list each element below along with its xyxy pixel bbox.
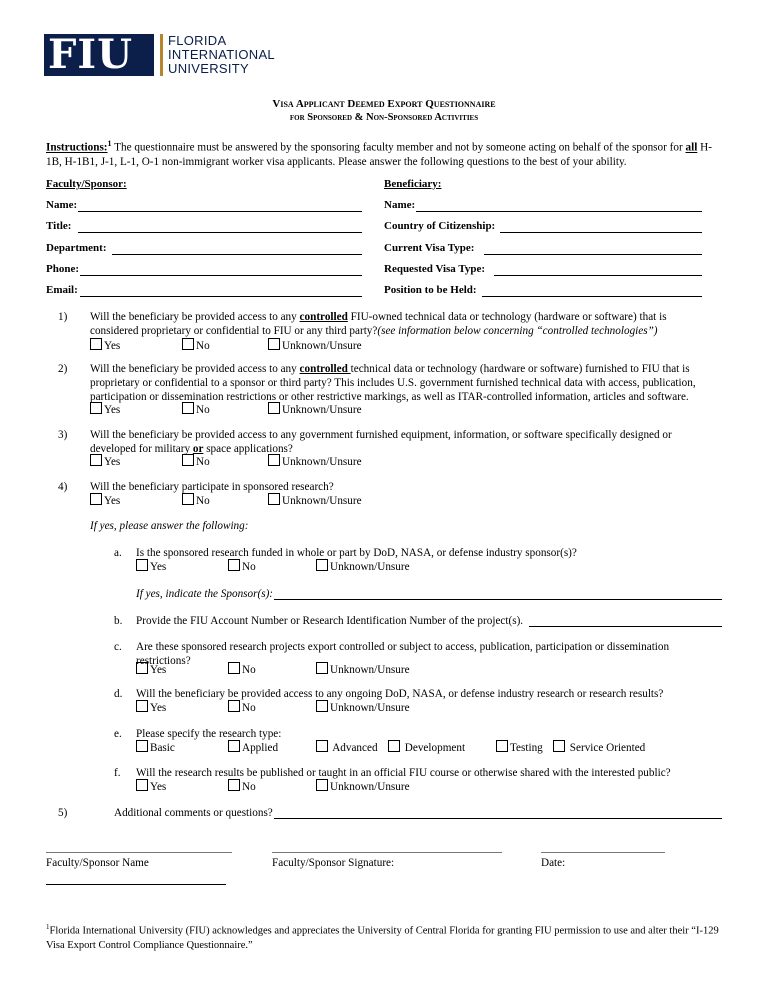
checkbox[interactable] xyxy=(136,559,148,571)
qa-unknown[interactable]: Unknown/Unsure xyxy=(316,559,410,574)
q5-comments-field[interactable]: Additional comments or questions? xyxy=(114,806,722,820)
qf-unknown[interactable]: Unknown/Unsure xyxy=(316,779,410,794)
checkbox[interactable] xyxy=(182,493,194,505)
qf-number: f. xyxy=(114,767,121,779)
checkbox[interactable] xyxy=(90,454,102,466)
sponsor-name-label: Faculty/Sponsor Name xyxy=(46,857,149,869)
checkbox[interactable] xyxy=(182,402,194,414)
checkbox[interactable] xyxy=(268,493,280,505)
qc-yes[interactable]: Yes xyxy=(136,662,166,677)
qf-text: Will the research results be published or taught in an official FIU course or otherwise shared with the interested public? xyxy=(136,767,671,779)
beneficiary-citizenship-field[interactable]: Country of Citizenship: xyxy=(384,220,702,232)
qb-number: b. xyxy=(114,615,123,627)
fiu-logo xyxy=(44,31,275,80)
q4-number: 4) xyxy=(58,481,68,493)
checkbox[interactable] xyxy=(228,740,240,752)
form-subtitle: for Sponsored & Non-Sponsored Activities xyxy=(289,112,479,123)
checkbox[interactable] xyxy=(182,454,194,466)
q4-yes[interactable]: Yes xyxy=(90,493,120,508)
checkbox[interactable] xyxy=(228,779,240,791)
qa-text: Is the sponsored research funded in whole or part by DoD, NASA, or defense industry sponsor(s)? xyxy=(136,547,577,559)
qd-number: d. xyxy=(114,688,123,700)
q2-unknown[interactable]: Unknown/Unsure xyxy=(268,402,362,417)
checkbox[interactable] xyxy=(496,740,508,752)
form-title: Visa Applicant Deemed Export Questionnaire xyxy=(272,98,496,110)
checkbox[interactable] xyxy=(268,338,280,350)
q3-text: Will the beneficiary be provided access to any government furnished equipment, information, or software specifically designed or developed for military or space applications? xyxy=(90,429,672,455)
q3-yes[interactable]: Yes xyxy=(90,454,120,469)
sponsor-name-field[interactable]: Name: xyxy=(46,199,362,211)
q1-no[interactable]: No xyxy=(182,338,210,353)
position-field[interactable]: Position to be Held: xyxy=(384,284,702,296)
sponsor-heading: Faculty/Sponsor: xyxy=(46,178,127,190)
fiu-logo-mark: FIU xyxy=(44,34,154,76)
qc-number: c. xyxy=(114,641,122,653)
qe-advanced[interactable]: Advanced xyxy=(316,740,378,755)
sponsor-department-field[interactable]: Department: xyxy=(46,242,362,254)
beneficiary-name-field[interactable]: Name: xyxy=(384,199,702,211)
q2-yes[interactable]: Yes xyxy=(90,402,120,417)
checkbox[interactable] xyxy=(388,740,400,752)
checkbox[interactable] xyxy=(268,454,280,466)
qa-no[interactable]: No xyxy=(228,559,256,574)
q5-number: 5) xyxy=(58,807,68,819)
q2-no[interactable]: No xyxy=(182,402,210,417)
q1-unknown[interactable]: Unknown/Unsure xyxy=(268,338,362,353)
checkbox[interactable] xyxy=(136,662,148,674)
qb-field[interactable]: Provide the FIU Account Number or Research Identification Number of the project(s). xyxy=(136,614,722,628)
checkbox[interactable] xyxy=(90,338,102,350)
qd-text: Will the beneficiary be provided access to any ongoing DoD, NASA, or defense industry research or research results? xyxy=(136,688,664,700)
q4-unknown[interactable]: Unknown/Unsure xyxy=(268,493,362,508)
sponsor-phone-field[interactable]: Phone: xyxy=(46,263,362,275)
checkbox[interactable] xyxy=(553,740,565,752)
requested-visa-field[interactable]: Requested Visa Type: xyxy=(384,263,702,275)
date-label: Date: xyxy=(541,857,566,869)
qa-sponsor-field[interactable]: If yes, indicate the Sponsor(s): xyxy=(136,587,722,601)
qe-development[interactable]: Development xyxy=(388,740,465,755)
q2-number: 2) xyxy=(58,363,68,375)
q1-number: 1) xyxy=(58,311,68,323)
qa-yes[interactable]: Yes xyxy=(136,559,166,574)
checkbox[interactable] xyxy=(268,402,280,414)
instructions: Instructions:$^1$ The questionnaire must be answered by the sponsoring faculty member and not by someone acting on behalf of the sponsor for all H-1B, H-1B1, J-1, L-1, O-1 non-immigrant worker visa applicants. Please answer the following questions to the best of your ability. xyxy=(46,139,712,168)
date-line[interactable] xyxy=(541,852,665,853)
checkbox[interactable] xyxy=(90,402,102,414)
checkbox[interactable] xyxy=(136,779,148,791)
q4-no[interactable]: No xyxy=(182,493,210,508)
qe-testing[interactable]: Testing xyxy=(496,740,543,755)
qc-unknown[interactable]: Unknown/Unsure xyxy=(316,662,410,677)
checkbox[interactable] xyxy=(316,779,328,791)
checkbox[interactable] xyxy=(182,338,194,350)
sponsor-email-field[interactable]: Email: xyxy=(46,284,362,296)
sponsor-title-field[interactable]: Title: xyxy=(46,220,362,232)
qf-no[interactable]: No xyxy=(228,779,256,794)
logo-wordmark: FLORIDA INTERNATIONAL UNIVERSITY xyxy=(168,33,275,76)
qc-no[interactable]: No xyxy=(228,662,256,677)
checkbox[interactable] xyxy=(316,559,328,571)
qd-unknown[interactable]: Unknown/Unsure xyxy=(316,700,410,715)
checkbox[interactable] xyxy=(136,740,148,752)
footnote: $^1$Florida International University (FIU) acknowledges and appreciates the University of Central Florida for granting FIU permission to use and alter their “I-129 Visa Export Control Compliance Questionnaire.” xyxy=(46,923,719,951)
q1-yes[interactable]: Yes xyxy=(90,338,120,353)
checkbox[interactable] xyxy=(228,662,240,674)
qe-number: e. xyxy=(114,728,122,740)
checkbox[interactable] xyxy=(228,559,240,571)
q3-unknown[interactable]: Unknown/Unsure xyxy=(268,454,362,469)
qe-basic[interactable]: Basic xyxy=(136,740,175,755)
q4-text: Will the beneficiary participate in sponsored research? xyxy=(90,481,334,493)
q3-number: 3) xyxy=(58,429,68,441)
q1-text: Will the beneficiary be provided access to any controlled FIU-owned technical data or technology (hardware or software) that is considered proprietary or confidential to FIU or any third party?(see information below concerning “controlled technologies”) xyxy=(90,311,667,337)
current-visa-field[interactable]: Current Visa Type: xyxy=(384,242,702,254)
qe-text: Please specify the research type: xyxy=(136,728,282,740)
signature-line[interactable] xyxy=(272,852,502,853)
qa-number: a. xyxy=(114,547,122,559)
qe-service-oriented[interactable]: Service Oriented xyxy=(553,740,645,755)
qe-applied[interactable]: Applied xyxy=(228,740,278,755)
q3-no[interactable]: No xyxy=(182,454,210,469)
checkbox[interactable] xyxy=(316,740,328,752)
q2-text: Will the beneficiary be provided access to any controlled technical data or technology (hardware or software) furnished to FIU that is proprietary or confidential to a sponsor or third party? This includes U.S. government furnished technical data with access, publication, participation or dissemination restrictions or other restrictive markings, as well as ITAR-controlled information, articles and software. xyxy=(90,363,696,403)
footnote-separator xyxy=(46,884,226,885)
checkbox[interactable] xyxy=(90,493,102,505)
qc-text: Are these sponsored research projects export controlled or subject to access, publication, participation or dissemination restrictions? xyxy=(136,641,670,667)
qd-no[interactable]: No xyxy=(228,700,256,715)
checkbox[interactable] xyxy=(316,662,328,674)
checkbox[interactable] xyxy=(136,700,148,712)
checkbox[interactable] xyxy=(316,700,328,712)
checkbox[interactable] xyxy=(228,700,240,712)
logo-divider xyxy=(160,34,163,76)
sponsor-signature-label: Faculty/Sponsor Signature: xyxy=(272,857,395,869)
beneficiary-heading: Beneficiary: xyxy=(384,178,442,190)
qd-yes[interactable]: Yes xyxy=(136,700,166,715)
name-signature-line[interactable] xyxy=(46,852,232,853)
if-yes-note: If yes, please answer the following: xyxy=(90,520,249,532)
qf-yes[interactable]: Yes xyxy=(136,779,166,794)
